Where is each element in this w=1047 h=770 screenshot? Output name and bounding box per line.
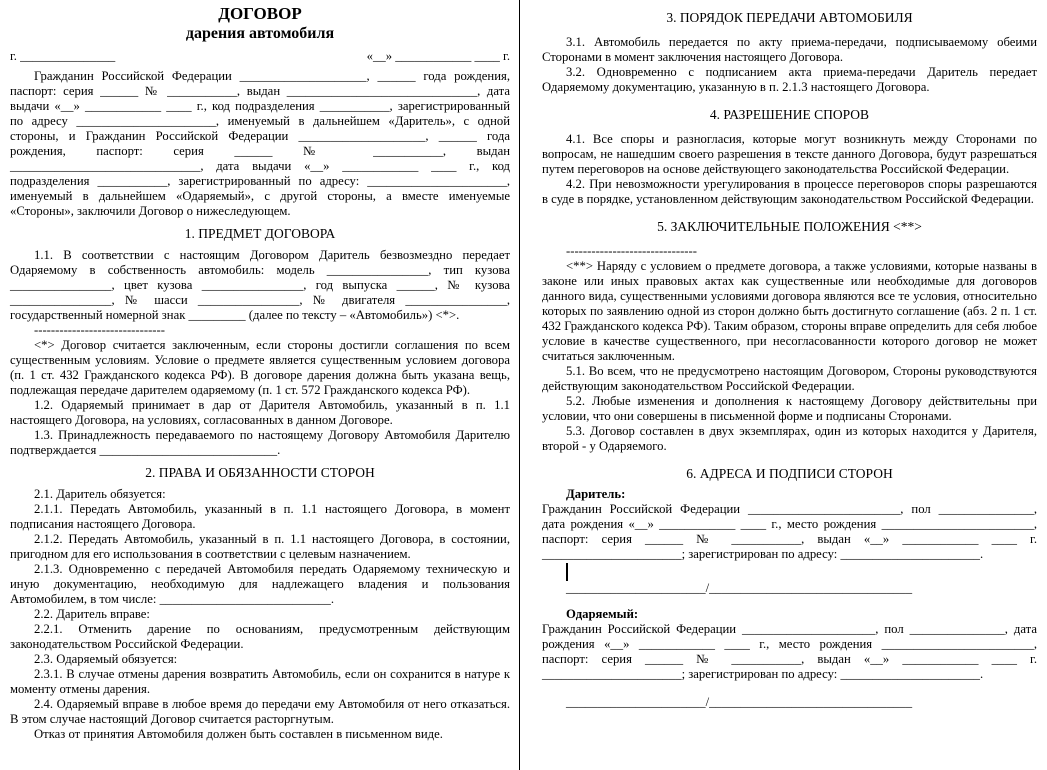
clause-2-1-2: 2.1.2. Передать Автомобиль, указанный в п. 1.1 настоящего Договора, в состоянии, пригодном для его использования в соответствии с целевым назначением. (10, 532, 510, 561)
clause-2-2: 2.2. Даритель вправе: (34, 607, 150, 621)
clause-2-1-1: 2.1.1. Передать Автомобиль, указанный в п. 1.1 настоящего Договора, в момент подписания настоящего Договора. (10, 502, 510, 531)
date-blank: «__» ____________ ____ г. (366, 49, 510, 63)
clause-5-2: 5.2. Любые изменения и дополнения к настоящему Договору действительны при условии, что они совершены в письменной форме и подписаны Сторонами. (542, 394, 1037, 423)
clause-5-1: 5.1. Во всем, что не предусмотрено настоящим Договором, Стороны руководствуются действующим законодательством Российской Федерации. (542, 364, 1037, 393)
section-3-heading: 3. ПОРЯДОК ПЕРЕДАЧИ АВТОМОБИЛЯ (666, 10, 913, 25)
donor-label: Даритель: (566, 487, 626, 501)
clause-3-1: 3.1. Автомобиль передается по акту приема-передачи, подписываемому обеими Сторонами в момент заключения настоящего Договора. (542, 35, 1037, 64)
section-6-heading: 6. АДРЕСА И ПОДПИСИ СТОРОН (686, 466, 893, 481)
clause-1-2: 1.2. Одаряемый принимает в дар от Дарителя Автомобиль, указанный в п. 1.1 настоящего Договора, на условиях, согласованных в данном Договоре. (10, 398, 510, 427)
clause-2-1-3: 2.1.3. Одновременно с передачей Автомобиля передать Одаряемому техническую и иную документацию, необходимую для надлежащего владения и пользования Автомобилем, в том числе: ___________________________. (10, 562, 510, 606)
left-column (0, 0, 519, 770)
donee-details: Гражданин Российской Федерации _____________________, пол _______________, дата рождения «__» ____________ ____ г., место рождения ________________________, паспорт: серия ______ № ___________, выдан «__» ____________ ____ г. ______________________; зарегистрирован по адресу: ______________________. (542, 622, 1037, 681)
donor-details: Гражданин Российской Федерации ________________________, пол _______________, дата рождения «__» ____________ ____ г., место рождения ________________________, паспорт: серия ______ № ___________, выдан «__» ____________ ____ г. ______________________; зарегистрирован по адресу: ______________________. (542, 502, 1037, 561)
preamble-paragraph: Гражданин Российской Федерации ____________________, ______ года рождения, паспорт: серия ______ № ___________, выдан ______________________________, дата выдачи «__» ____________ ____ г., код подразделения ___________, зарегистрированный по адресу ______________________, именуемый в дальнейшем «Даритель», с одной стороны, и Гражданин Российской Федерации ____________________, ______ года рождения, паспорт: серия ______ № ___________, выдан ______________________________, дата выдачи «__» ____________ ____ г., код подразделения ___________, зарегистрированный по адресу: ______________________, именуемый в дальнейшем «Одаряемый», с другой стороны, а вместе именуемые «Стороны», заключили Договор о нижеследующем. (10, 69, 510, 218)
donee-label: Одаряемый: (566, 607, 639, 621)
clause-2-4: 2.4. Одаряемый вправе в любое время до передачи ему Автомобиля от него отказаться. В этом случае настоящий Договор считается расторгнутым. (10, 697, 510, 726)
clause-5-3: 5.3. Договор составлен в двух экземплярах, один из которых находится у Дарителя, второй - у Одаряемого. (542, 424, 1037, 453)
footnote-2: <**> Наряду с условием о предмете договора, а также условиями, которые названы в законе или иных правовых актах как существенные или необходимые для договоров данного вида, существенными условиями договора являются все те условия, относительно которых по заявлению одной из сторон должно быть достигнуто соглашение (абз. 2 п. 1 ст. 432 Гражданского кодекса РФ). Таким образом, стороны вправе определить для себя любое условие в качестве существенного, при несогласованности которого договор не может считаться заключенным. (542, 259, 1037, 363)
clause-1-1: 1.1. В соответствии с настоящим Договором Даритель безвозмездно передает Одаряемому в собственность автомобиль: модель ________________, тип кузова ________________, цвет кузова ________________, год выпуска ______, № кузова ________________, № шасси ________________, № двигателя ________________, государственный номерной знак _________ (далее по тексту – «Автомобиль») <*>. (10, 248, 510, 322)
contract-title: ДОГОВОР (218, 4, 302, 23)
clause-2-2-1: 2.2.1. Отменить дарение по основаниям, предусмотренным действующим законодательством Российской Федерации. (10, 622, 510, 651)
clause-2-4-note: Отказ от принятия Автомобиля должен быть составлен в письменном виде. (34, 727, 443, 741)
donee-signature-line: ______________________/________________________________ (566, 695, 913, 709)
place-blank: г. _______________ (10, 49, 116, 63)
donor-signature-line: ______________________/________________________________ (566, 581, 913, 595)
place-date-row (10, 49, 510, 64)
footnote-separator-1: ------------------------------- (34, 323, 165, 337)
clause-4-2: 4.2. При невозможности урегулирования в процессе переговоров споры разрешаются в суде в порядке, установленном действующим законодательством Российской Федерации. (542, 177, 1037, 206)
text-cursor (566, 563, 568, 581)
footnote-1: <*> Договор считается заключенным, если стороны достигли соглашения по всем существенным условиям. Условие о предмете является существенным условием договора (п. 1 ст. 432 Гражданского кодекса РФ). В договоре дарения должна быть указана вещь, подлежащая передаче дарителем одаряемому (п. 1 ст. 572 Гражданского кодекса РФ). (10, 338, 510, 397)
clause-4-1: 4.1. Все споры и разногласия, которые могут возникнуть между Сторонами по вопросам, не нашедшим своего разрешения в тексте данного Договора, будут разрешаться путем переговоров на основе действующего законодательства Российской Федерации. (542, 132, 1037, 176)
clause-2-3-1: 2.3.1. В случае отмены дарения возвратить Автомобиль, если он сохранится в натуре к моменту отмены дарения. (10, 667, 510, 696)
clause-1-3: 1.3. Принадлежность передаваемого по настоящему Договору Автомобиля Дарителю подтверждается ____________________________. (10, 428, 510, 457)
section-1-heading: 1. ПРЕДМЕТ ДОГОВОРА (184, 226, 336, 241)
right-column (520, 0, 1047, 770)
contract-subtitle: дарения автомобиля (185, 25, 335, 42)
clause-3-2: 3.2. Одновременно с подписанием акта приема-передачи Даритель передает Одаряемому документацию, указанную в п. 2.1.3 настоящего Договора. (542, 65, 1037, 94)
section-5-heading: 5. ЗАКЛЮЧИТЕЛЬНЫЕ ПОЛОЖЕНИЯ <**> (657, 219, 922, 234)
footnote-separator-2: ------------------------------- (566, 244, 697, 258)
clause-2-1: 2.1. Даритель обязуется: (34, 487, 166, 501)
section-4-heading: 4. РАЗРЕШЕНИЕ СПОРОВ (709, 107, 870, 122)
clause-2-3: 2.3. Одаряемый обязуется: (34, 652, 178, 666)
section-2-heading: 2. ПРАВА И ОБЯЗАННОСТИ СТОРОН (145, 465, 375, 480)
